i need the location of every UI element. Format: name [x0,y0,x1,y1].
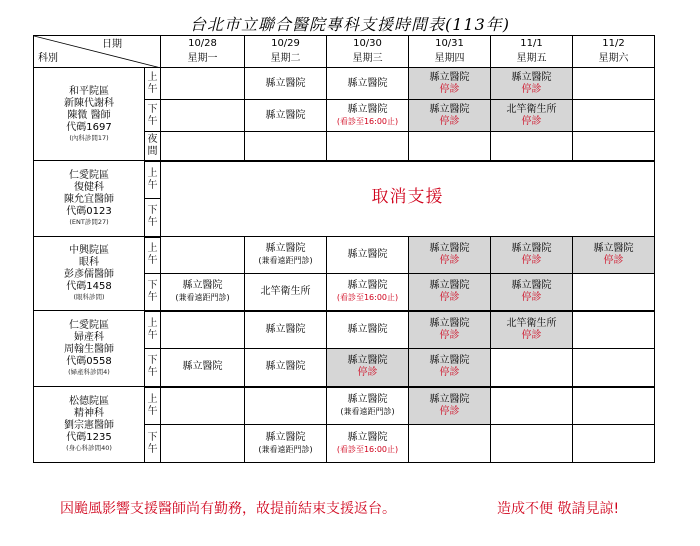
cell-note: (看診至16:00止) [336,116,399,126]
cell-stop: 停診 [439,115,460,127]
cancel-cell [161,161,655,237]
header-date: 11/1 [491,36,573,51]
cell-location: 縣立醫院 [347,279,388,291]
dept-cell [34,161,145,237]
cell-location: 縣立醫院 [265,323,306,335]
schedule-cell [409,100,491,132]
schedule-cell [573,311,655,349]
schedule-cell [327,68,409,100]
schedule-cell [409,274,491,311]
dept-cell [34,237,145,311]
dept-doctor: 周翰生醫師 [64,344,114,355]
footer-apology: 造成不便 敬請見諒! [497,501,620,517]
schedule-cell [491,274,573,311]
cell-location: 縣立醫院 [347,431,388,443]
header-weekday: 星期四 [409,51,491,68]
cell-stop: 停診 [521,255,542,266]
cell-location: 北竿衛生所 [260,285,311,297]
dept-branch: 中興院區 [69,245,109,256]
schedule-cell [491,68,573,100]
dept-room: (ENT診間27) [69,218,109,226]
cell-stop: 停診 [521,115,542,127]
header-weekday: 星期六 [573,51,655,68]
cell-stop: 停診 [439,405,460,417]
schedule-cell [327,132,409,161]
dept-specialty: 眼科 [79,257,99,268]
schedule-cell [573,132,655,161]
cell-stop: 停診 [357,367,378,379]
slot-label: 下 午 [145,425,161,463]
schedule-cell [245,68,327,100]
schedule-cell [409,349,491,387]
header-weekday: 星期五 [491,51,573,68]
dept-branch: 仁愛院區 [69,320,109,331]
dept-doctor: 陳允宜醫師 [64,194,114,205]
cell-note: (兼看遠距門診) [258,256,313,265]
header-date: 10/28 [161,36,245,51]
cell-location: 縣立醫院 [429,317,470,329]
slot-label: 上 午 [145,68,161,100]
header-dept-label: 科別 [38,53,58,64]
schedule-cell [327,311,409,349]
dept-cell [34,311,145,387]
schedule-cell [491,425,573,463]
schedule-cell [573,387,655,425]
cell-location: 縣立醫院 [593,243,634,254]
dept-branch: 松德院區 [69,396,109,407]
dept-branch: 和平院區 [69,85,109,97]
slot-label: 下 午 [145,199,161,237]
cell-location: 縣立醫院 [429,355,470,367]
slot-label: 下 午 [145,349,161,387]
dept-code: 代碼1458 [66,281,112,292]
slot-label: 夜 間 [145,132,161,161]
schedule-cell [245,387,327,425]
schedule-cell [491,132,573,161]
dept-code: 代碼0123 [66,206,112,217]
schedule-cell [245,274,327,311]
schedule-cell [573,274,655,311]
cell-note: (看診至16:00止) [336,444,399,454]
cell-location: 縣立醫院 [347,355,388,367]
schedule-cell [491,349,573,387]
dept-code: 代碼0558 [66,356,112,367]
cell-stop: 停診 [439,255,460,266]
header-date: 10/30 [327,36,409,51]
cell-stop: 停診 [439,367,460,379]
cell-location: 縣立醫院 [265,361,306,373]
cell-stop: 停診 [603,255,624,266]
schedule-cell [409,311,491,349]
dept-cell [34,387,145,463]
cell-location: 縣立醫院 [429,393,470,405]
header-date: 10/29 [245,36,327,51]
schedule-cell [491,100,573,132]
schedule-cell [327,387,409,425]
schedule-cell [573,100,655,132]
schedule-cell [245,132,327,161]
schedule-cell [573,349,655,387]
footer-notice: 因颱風影響支援醫師尚有勤務，故提前結束支援返台。 [60,501,396,517]
cell-location: 縣立醫院 [347,323,388,335]
schedule-cell [245,349,327,387]
dept-room: (婦產科診間4) [68,368,110,376]
schedule-cell [327,100,409,132]
dept-specialty: 新陳代謝科 [64,97,114,109]
cell-location: 縣立醫院 [347,77,388,89]
schedule-cell [327,274,409,311]
cell-note: (兼看遠距門診) [175,292,230,302]
schedule-cell [161,274,245,311]
slot-label: 下 午 [145,100,161,132]
dept-doctor: 陳微 醫師 [67,109,111,121]
cell-location: 縣立醫院 [347,103,388,115]
schedule-cell [161,387,245,425]
header-date: 10/31 [409,36,491,51]
cancel-text: 取消支援 [371,187,444,208]
cell-location: 縣立醫院 [265,431,306,443]
cell-location: 北竿衛生所 [506,103,557,115]
dept-cell [34,68,145,161]
dept-code: 代碼1697 [66,121,112,133]
dept-doctor: 劉宗憲醫師 [64,420,114,431]
cell-location: 縣立醫院 [429,103,470,115]
header-date-label: 日期 [102,39,122,50]
cell-stop: 停診 [439,83,460,95]
cell-location: 縣立醫院 [182,361,223,373]
slot-label: 上 午 [145,161,161,199]
cell-location: 縣立醫院 [429,243,470,254]
cell-stop: 停診 [521,329,542,341]
schedule-cell [491,387,573,425]
cell-location: 縣立醫院 [182,279,223,291]
cell-location: 縣立醫院 [511,71,552,83]
schedule-cell [573,425,655,463]
slot-label: 上 午 [145,237,161,274]
schedule-table [33,35,655,463]
cell-stop: 停診 [439,291,460,303]
schedule-cell [573,68,655,100]
dept-room: (身心科診間40) [66,444,112,452]
schedule-cell [245,100,327,132]
cell-stop: 停診 [521,291,542,303]
cell-location: 縣立醫院 [511,243,552,254]
cell-location: 縣立醫院 [347,249,388,260]
dept-specialty: 精神科 [74,408,104,419]
schedule-cell [327,425,409,463]
page-title: 台北市立聯合醫院專科支援時間表(113年) [189,15,511,34]
dept-room: (內科診間17) [69,133,109,142]
schedule-cell [327,237,409,274]
cell-location: 縣立醫院 [429,279,470,291]
schedule-cell [491,311,573,349]
cell-location: 縣立醫院 [265,243,306,254]
cell-note: (兼看遠距門診) [258,444,313,454]
header-weekday: 星期一 [161,51,245,68]
schedule-cell [161,237,245,274]
schedule-cell [245,425,327,463]
cell-location: 縣立醫院 [511,279,552,291]
schedule-cell [409,132,491,161]
schedule-cell [245,237,327,274]
cell-location: 縣立醫院 [265,77,306,89]
cell-note: (看診至16:00止) [336,292,399,302]
slot-label: 下 午 [145,274,161,311]
dept-room: (眼科診間) [73,293,105,301]
dept-specialty: 復健科 [74,182,104,193]
header-corner [34,36,161,68]
cell-stop: 停診 [439,329,460,341]
cell-location: 縣立醫院 [265,109,306,121]
header-weekday: 星期二 [245,51,327,68]
schedule-cell [327,349,409,387]
schedule-cell [161,68,245,100]
schedule-cell [161,132,245,161]
schedule-cell [573,237,655,274]
schedule-cell [245,311,327,349]
slot-label: 上 午 [145,387,161,425]
schedule-cell [409,68,491,100]
schedule-cell [161,100,245,132]
schedule-cell [409,237,491,274]
schedule-cell [161,425,245,463]
slot-label: 上 午 [145,311,161,349]
cell-note: (兼看遠距門診) [340,406,395,416]
cell-location: 縣立醫院 [347,393,388,405]
schedule-cell [491,237,573,274]
schedule-cell [161,349,245,387]
dept-specialty: 婦產科 [74,332,104,343]
dept-doctor: 彭彥儒醫師 [64,269,114,280]
schedule-cell [409,425,491,463]
header-weekday: 星期三 [327,51,409,68]
dept-code: 代碼1235 [66,432,112,443]
schedule-cell [409,387,491,425]
cell-location: 縣立醫院 [429,71,470,83]
cell-stop: 停診 [521,83,542,95]
schedule-cell [161,311,245,349]
dept-branch: 仁愛院區 [69,170,109,181]
cell-location: 北竿衛生所 [506,317,557,329]
header-date: 11/2 [573,36,655,51]
